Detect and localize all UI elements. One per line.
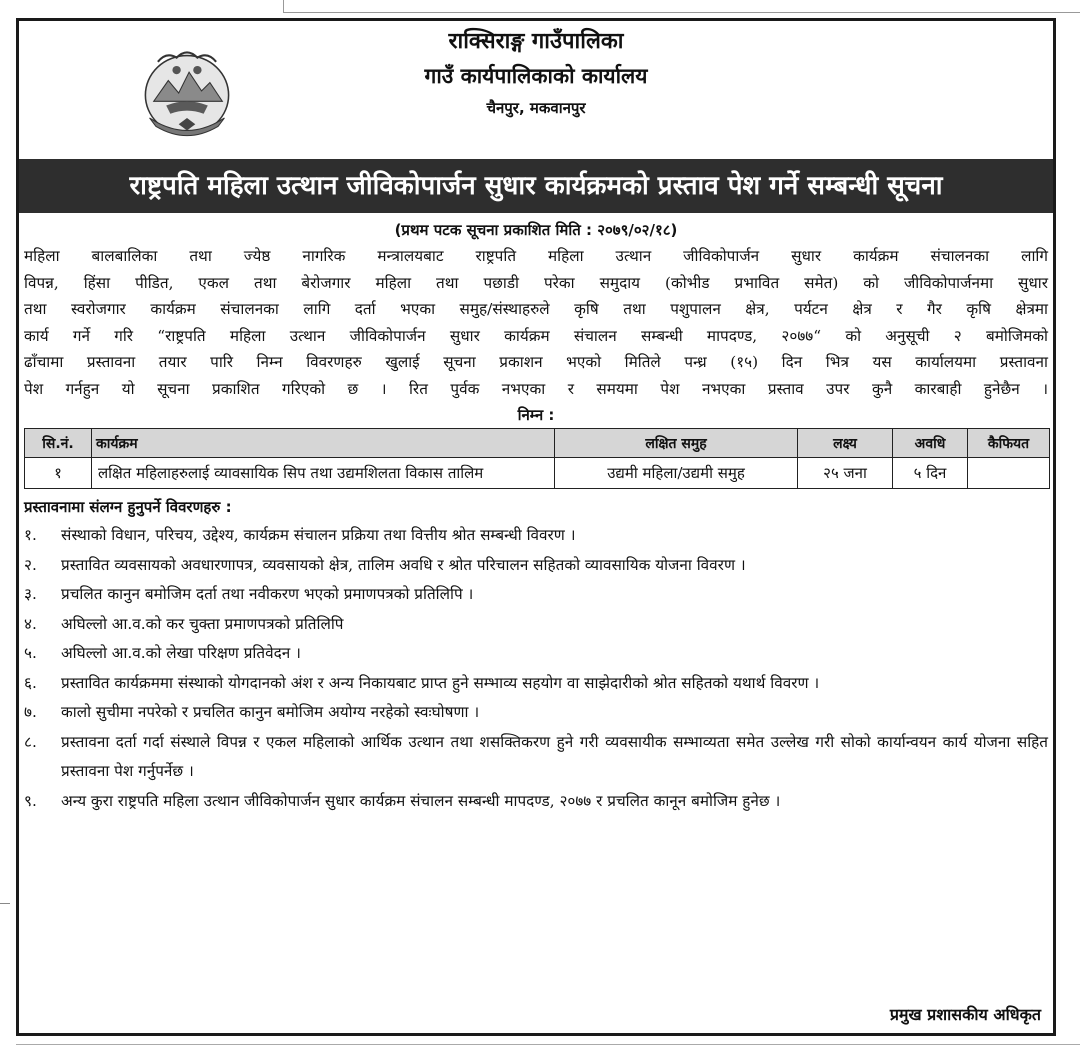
- body-line: तथा स्वरोजगार कार्यक्रम संचालनका लागि दर्ता भएका समुह/संस्थाहरुले कृषि तथा पशुपालन क्षेत्र, पर्यटन क्षेत्र र गैर कृषि क्षेत्रमा: [24, 300, 1048, 318]
- cell-remarks: [968, 458, 1050, 489]
- list-item: [24, 669, 1048, 699]
- item-number: २.: [24, 555, 37, 574]
- attachments-list: [19, 521, 1053, 816]
- list-item: [24, 551, 1048, 581]
- program-table: [24, 428, 1050, 489]
- item-number: ६.: [24, 673, 37, 692]
- body-line: ढाँचामा प्रस्तावना तयार पारि निम्न विवरणहरु खुलाई सूचना प्रकाशन भएको मितिले पन्ध्र (१५) दिन भित्र यस कार्यालयमा प्रस्तावना: [24, 353, 1048, 371]
- list-item: [24, 698, 1048, 728]
- item-text: अघिल्लो आ.व.को लेखा परिक्षण प्रतिवेदन ।: [61, 644, 301, 662]
- list-item: [24, 580, 1048, 610]
- office-block: [19, 25, 1053, 123]
- body-line: महिला बालबालिका तथा ज्येष्ठ नागरिक मन्त्रालयबाट राष्ट्रपति महिला उत्थान जीविकोपार्जन सुधार कार्यक्रम संचालनका लागि: [24, 247, 1048, 265]
- list-item: [24, 787, 1048, 817]
- item-text: प्रस्तावित कार्यक्रममा संस्थाको योगदानको अंश र अन्य निकायबाट प्राप्त हुने सम्भाव्य सहयोग वा साझेदारीको श्रोत सहितको यथार्थ विवरण ।: [61, 673, 820, 692]
- cell-sn: १: [25, 458, 92, 489]
- table-row: [25, 458, 1050, 489]
- item-text: प्रस्तावना दर्ता गर्दा संस्थाले विपन्न र एकल महिलाको आर्थिक उत्थान तथा शसक्तिकरण हुने गरी व्यवसायीक सम्भाव्यता समेत उल्लेख गरी सोको कार्यान्वयन कार्य योजना सहित प्रस्तावना पेश गर्नुपर्नेछ ।: [61, 732, 1048, 780]
- item-number: ९.: [24, 791, 37, 810]
- top-rule: [283, 0, 1080, 13]
- list-item: [24, 728, 1048, 787]
- item-text: कालो सुचीमा नपरेको र प्रचलित कानुन बमोजिम अयोग्य नरहेको स्वःघोषणा ।: [61, 703, 480, 721]
- nimna-label: निम्न :: [517, 406, 555, 424]
- signature: प्रमुख प्रशासकीय अधिकृत: [889, 1005, 1041, 1024]
- list-item: [24, 639, 1048, 669]
- body-line: कार्य गर्ने गरि “राष्ट्रपति महिला उत्थान जीविकोपार्जन सुधार कार्यक्रम संचालन सम्बन्धी मापदण्ड, २०७७“ को अनुसूची २ बमोजिमको: [24, 326, 1048, 345]
- header-target: लक्ष्य: [798, 429, 893, 458]
- list-item: [24, 521, 1048, 551]
- header-program: कार्यक्रम: [92, 429, 555, 458]
- header-target-group: लक्षित समुह: [555, 429, 798, 458]
- cell-target: २५ जना: [798, 458, 893, 489]
- cell-duration: ५ दिन: [893, 458, 968, 489]
- cell-program: लक्षित महिलाहरुलाई व्यावसायिक सिप तथा उद्यमशिलता विकास तालिम: [92, 458, 555, 489]
- notice-title: राष्ट्रपति महिला उत्थान जीविकोपार्जन सुधार कार्यक्रमको प्रस्ताव पेश गर्ने सम्बन्धी सूचना: [19, 159, 1053, 213]
- body-line: विपन्न, हिंसा पीडित, एकल तथा बेरोजगार महिला तथा पछाडी परेका समुदाय (कोभीड प्रभावित समेत) को जीविकोपार्जनमा सुधार: [24, 273, 1048, 292]
- cell-target-group: उद्यमी महिला/उद्यमी समुह: [555, 458, 798, 489]
- notice-body: [19, 243, 1053, 402]
- item-number: ५.: [24, 644, 37, 662]
- item-number: ३.: [24, 585, 37, 603]
- list-item: [24, 610, 1048, 640]
- item-text: संस्थाको विधान, परिचय, उद्देश्य, कार्यक्रम संचालन प्रक्रिया तथा वित्तीय श्रोत सम्बन्धी विवरण ।: [61, 526, 576, 544]
- notice-frame: [16, 18, 1056, 1036]
- header-duration: अवधि: [893, 429, 968, 458]
- item-number: ४.: [24, 614, 37, 633]
- header-remarks: कैफियत: [968, 429, 1050, 458]
- item-text: अघिल्लो आ.व.को कर चुक्ता प्रमाणपत्रको प्रतिलिपि: [61, 614, 344, 633]
- office-name: राक्सिराङ्ग गाउँपालिका: [448, 29, 624, 54]
- item-number: १.: [24, 526, 37, 544]
- item-text: प्रस्तावित व्यवसायको अवधारणापत्र, व्यवसायको क्षेत्र, तालिम अवधि र श्रोत परिचालन सहितको व्यावसायिक योजना विवरण ।: [61, 555, 746, 574]
- attachments-heading: प्रस्तावनामा संलग्न हुनुपर्ने विवरणहरु :: [24, 498, 232, 516]
- edge-mark: [0, 903, 10, 904]
- table-header-row: [25, 429, 1050, 458]
- office-subtitle: गाउँ कार्यपालिकाको कार्यालय: [424, 64, 648, 88]
- item-text: अन्य कुरा राष्ट्रपति महिला उत्थान जीविकोपार्जन सुधार कार्यक्रम संचालन सम्बन्धी मापदण्ड, २०७७ र प्रचलित कानून बमोजिम हुनेछ ।: [61, 791, 781, 810]
- header-sn: सि.नं.: [25, 429, 92, 458]
- item-text: प्रचलित कानुन बमोजिम दर्ता तथा नवीकरण भएको प्रमाणपत्रको प्रतिलिपि ।: [61, 585, 474, 603]
- body-line: पेश गर्नहुन यो सूचना प्रकाशित गरिएको छ । रित पुर्वक नभएका र समयमा पेश नभएका प्रस्ताव उपर कुनै कारबाही हुनेछैन ।: [24, 379, 1048, 398]
- notice-header: [19, 21, 1053, 159]
- item-number: ८.: [24, 732, 37, 751]
- item-number: ७.: [24, 703, 37, 721]
- office-address: चैनपुर, मकवानपुर: [486, 99, 586, 117]
- bottom-rule: [16, 1044, 1080, 1045]
- publication-date: (प्रथम पटक सूचना प्रकाशित मिति : २०७९/०२/१८): [394, 221, 678, 239]
